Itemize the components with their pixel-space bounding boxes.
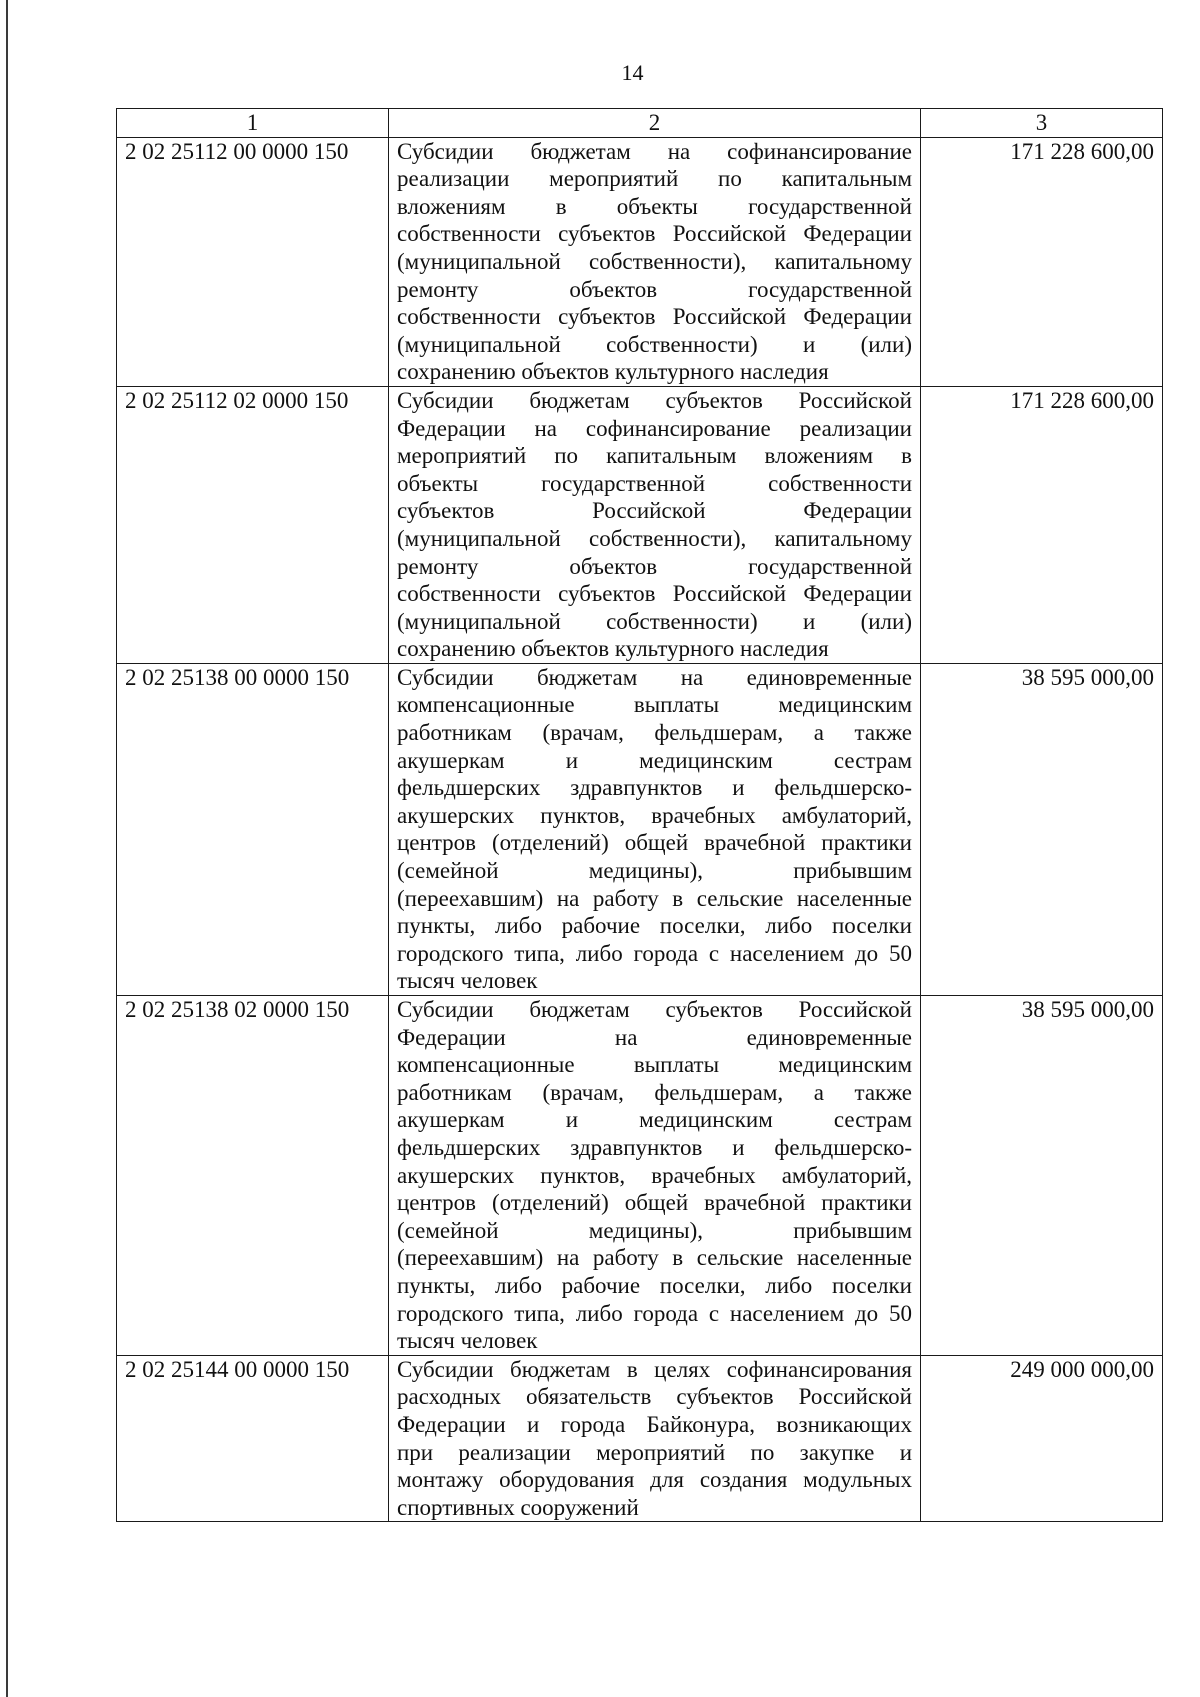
- description-line: (семейной медицины), прибывшим: [397, 1217, 912, 1243]
- column-header-code: 1: [117, 109, 389, 138]
- table-row: [117, 663, 1163, 995]
- description-line: сохранению объектов культурного наследия: [397, 359, 829, 385]
- description-cell: [389, 996, 921, 1356]
- description-line: центров (отделений) общей врачебной практики: [397, 1190, 912, 1216]
- budget-code-cell: 2 02 25112 00 0000 150: [117, 137, 389, 386]
- description-line: Субсидии бюджетам на софинансирование: [397, 138, 912, 164]
- description-line: реализации мероприятий по капитальным: [397, 166, 912, 192]
- amount-cell: 38 595 000,00: [921, 663, 1163, 995]
- description-cell: [389, 1355, 921, 1522]
- description-line: работникам (врачам, фельдшерам, а также: [397, 720, 912, 746]
- description-line: Федерации на единовременные: [397, 1024, 912, 1050]
- amount-cell: 38 595 000,00: [921, 996, 1163, 1356]
- description-line: собственности субъектов Российской Федерации: [397, 304, 912, 330]
- description-line: Федерации и города Байконура, возникающих: [397, 1411, 912, 1437]
- budget-code-cell: 2 02 25144 00 0000 150: [117, 1355, 389, 1522]
- description-line: Субсидии бюджетам на единовременные: [397, 664, 912, 690]
- description-line: центров (отделений) общей врачебной практики: [397, 830, 912, 856]
- budget-code-cell: 2 02 25138 00 0000 150: [117, 663, 389, 995]
- description-line: (муниципальной собственности) и (или): [397, 608, 912, 634]
- description-line: собственности субъектов Российской Федерации: [397, 221, 912, 247]
- description-line: фельдшерских здравпунктов и фельдшерско-: [397, 775, 912, 801]
- budget-table: [116, 108, 1163, 1522]
- amount-cell: 171 228 600,00: [921, 137, 1163, 386]
- description-line: акушеркам и медицинским сестрам: [397, 747, 912, 773]
- column-header-amount: 3: [921, 109, 1163, 138]
- scan-edge-line: [6, 0, 8, 1697]
- description-line: фельдшерских здравпунктов и фельдшерско-: [397, 1134, 912, 1160]
- description-line: акушеркам и медицинским сестрам: [397, 1107, 912, 1133]
- description-line: расходных обязательств субъектов Российской: [397, 1384, 912, 1410]
- description-line: тысяч человек: [397, 1328, 538, 1354]
- description-line: компенсационные выплаты медицинским: [397, 692, 912, 718]
- table-row: [117, 386, 1163, 663]
- description-line: (муниципальной собственности) и (или): [397, 331, 912, 357]
- description-cell: [389, 663, 921, 995]
- description-line: спортивных сооружений: [397, 1494, 639, 1520]
- table-header-row: [117, 109, 1163, 138]
- description-line: при реализации мероприятий по закупке и: [397, 1439, 912, 1465]
- description-line: городского типа, либо города с населением до 50: [397, 940, 912, 966]
- description-line: городского типа, либо города с населением до 50: [397, 1300, 912, 1326]
- description-line: вложениям в объекты государственной: [397, 193, 912, 219]
- description-line: пункты, либо рабочие поселки, либо поселки: [397, 1272, 912, 1298]
- description-line: субъектов Российской Федерации: [397, 498, 912, 524]
- amount-cell: 249 000 000,00: [921, 1355, 1163, 1522]
- table-row: [117, 137, 1163, 386]
- description-line: Субсидии бюджетам в целях софинансирования: [397, 1356, 912, 1382]
- column-header-description: 2: [389, 109, 921, 138]
- description-line: работникам (врачам, фельдшерам, а также: [397, 1079, 912, 1105]
- description-line: (муниципальной собственности), капитальному: [397, 525, 912, 551]
- budget-code-cell: 2 02 25138 02 0000 150: [117, 996, 389, 1356]
- description-line: мероприятий по капитальным вложениям в: [397, 443, 912, 469]
- page-number: 14: [621, 60, 644, 85]
- description-line: (семейной медицины), прибывшим: [397, 858, 912, 884]
- table-row: [117, 996, 1163, 1356]
- description-line: ремонту объектов государственной: [397, 276, 912, 302]
- description-line: (переехавшим) на работу в сельские населенные: [397, 1245, 912, 1271]
- description-line: монтажу оборудования для создания модульных: [397, 1467, 912, 1493]
- amount-cell: 171 228 600,00: [921, 386, 1163, 663]
- description-line: Федерации на софинансирование реализации: [397, 415, 912, 441]
- description-line: акушерских пунктов, врачебных амбулаторий,: [397, 802, 912, 828]
- budget-code-cell: 2 02 25112 02 0000 150: [117, 386, 389, 663]
- description-line: ремонту объектов государственной: [397, 553, 912, 579]
- description-line: акушерских пунктов, врачебных амбулаторий,: [397, 1162, 912, 1188]
- description-line: объекты государственной собственности: [397, 470, 912, 496]
- description-line: (муниципальной собственности), капитальному: [397, 248, 912, 274]
- description-line: сохранению объектов культурного наследия: [397, 636, 829, 662]
- description-line: Субсидии бюджетам субъектов Российской: [397, 997, 912, 1022]
- description-line: Субсидии бюджетам субъектов Российской: [397, 387, 912, 413]
- description-line: тысяч человек: [397, 968, 538, 994]
- description-line: компенсационные выплаты медицинским: [397, 1052, 912, 1078]
- description-line: (переехавшим) на работу в сельские населенные: [397, 885, 912, 911]
- table-row: [117, 1355, 1163, 1522]
- description-line: собственности субъектов Российской Федерации: [397, 581, 912, 607]
- description-cell: [389, 137, 921, 386]
- description-cell: [389, 386, 921, 663]
- description-line: пункты, либо рабочие поселки, либо поселки: [397, 913, 912, 939]
